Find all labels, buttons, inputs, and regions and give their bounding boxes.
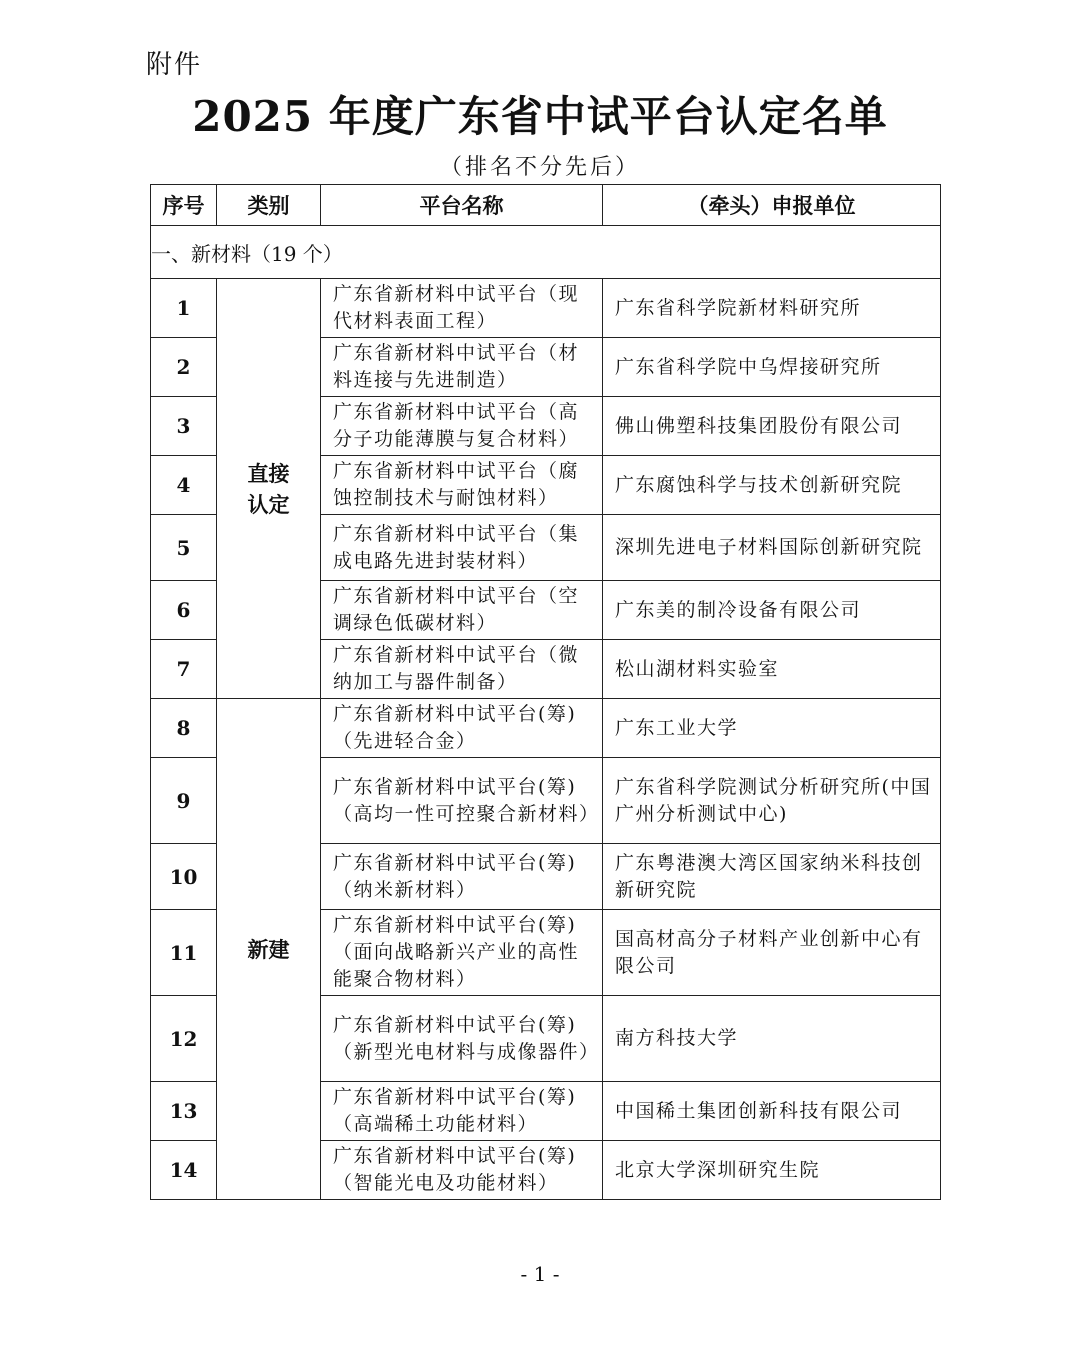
category-direct: [217, 279, 321, 699]
category-direct-label: 直接认定: [247, 460, 290, 517]
applicant-unit: 广东省科学院新材料研究所: [603, 279, 941, 338]
platform-name: 广东省新材料中试平台(筹)（高端稀土功能材料）: [321, 1082, 603, 1141]
applicant-unit: 广东粤港澳大湾区国家纳米科技创新研究院: [603, 844, 941, 910]
row-number: 3: [151, 397, 217, 456]
platform-name: 广东省新材料中试平台（现代材料表面工程）: [321, 279, 603, 338]
platform-name: 广东省新材料中试平台(筹)（高均一性可控聚合新材料）: [321, 758, 603, 844]
page-number: - 1 -: [520, 1262, 560, 1286]
platform-name: 广东省新材料中试平台(筹)（先进轻合金）: [321, 699, 603, 758]
row-number: 8: [151, 699, 217, 758]
table-row: [151, 699, 941, 758]
applicant-unit: 佛山佛塑科技集团股份有限公司: [603, 397, 941, 456]
platform-name: 广东省新材料中试平台（材料连接与先进制造）: [321, 338, 603, 397]
table-row: [151, 279, 941, 338]
row-number: 12: [151, 996, 217, 1082]
category-new: [217, 699, 321, 1200]
platform-name: 广东省新材料中试平台(筹)（新型光电材料与成像器件）: [321, 996, 603, 1082]
table-header-row: [151, 185, 941, 226]
applicant-unit: 广东省科学院中乌焊接研究所: [603, 338, 941, 397]
row-number: 11: [151, 910, 217, 996]
platform-name: 广东省新材料中试平台（微纳加工与器件制备）: [321, 640, 603, 699]
category-new-label: 新建: [247, 936, 290, 962]
row-number: 6: [151, 581, 217, 640]
applicant-unit: 深圳先进电子材料国际创新研究院: [603, 515, 941, 581]
row-number: 13: [151, 1082, 217, 1141]
applicant-unit: 广东美的制冷设备有限公司: [603, 581, 941, 640]
row-number: 10: [151, 844, 217, 910]
page-title: 2025 年度广东省中试平台认定名单: [192, 92, 888, 141]
row-number: 9: [151, 758, 217, 844]
applicant-unit: 松山湖材料实验室: [603, 640, 941, 699]
row-number: 5: [151, 515, 217, 581]
row-number: 7: [151, 640, 217, 699]
row-number: 4: [151, 456, 217, 515]
column-header-platform-name: 平台名称: [321, 185, 603, 226]
row-number: 2: [151, 338, 217, 397]
page-subtitle: （排名不分先后）: [439, 155, 640, 180]
section-title: 一、新材料（19 个）: [151, 226, 941, 279]
platform-name: 广东省新材料中试平台(筹)（面向战略新兴产业的高性能聚合物材料）: [321, 910, 603, 996]
applicant-unit: 南方科技大学: [603, 996, 941, 1082]
applicant-unit: 北京大学深圳研究生院: [603, 1141, 941, 1200]
attachment-label: 附件: [146, 50, 203, 80]
platform-name: 广东省新材料中试平台(筹)（智能光电及功能材料）: [321, 1141, 603, 1200]
column-header-no: 序号: [151, 185, 217, 226]
applicant-unit: 中国稀土集团创新科技有限公司: [603, 1082, 941, 1141]
platform-list-table: [150, 184, 941, 1200]
platform-name: 广东省新材料中试平台（腐蚀控制技术与耐蚀材料）: [321, 456, 603, 515]
row-number: 1: [151, 279, 217, 338]
platform-name: 广东省新材料中试平台（集成电路先进封装材料）: [321, 515, 603, 581]
applicant-unit: 广东工业大学: [603, 699, 941, 758]
platform-name: 广东省新材料中试平台（高分子功能薄膜与复合材料）: [321, 397, 603, 456]
row-number: 14: [151, 1141, 217, 1200]
section-row: [151, 226, 941, 279]
applicant-unit: 国高材高分子材料产业创新中心有限公司: [603, 910, 941, 996]
applicant-unit: 广东省科学院测试分析研究所(中国广州分析测试中心): [603, 758, 941, 844]
column-header-applicant: （牵头）申报单位: [603, 185, 941, 226]
platform-name: 广东省新材料中试平台（空调绿色低碳材料）: [321, 581, 603, 640]
applicant-unit: 广东腐蚀科学与技术创新研究院: [603, 456, 941, 515]
platform-name: 广东省新材料中试平台(筹)（纳米新材料）: [321, 844, 603, 910]
column-header-category: 类别: [217, 185, 321, 226]
